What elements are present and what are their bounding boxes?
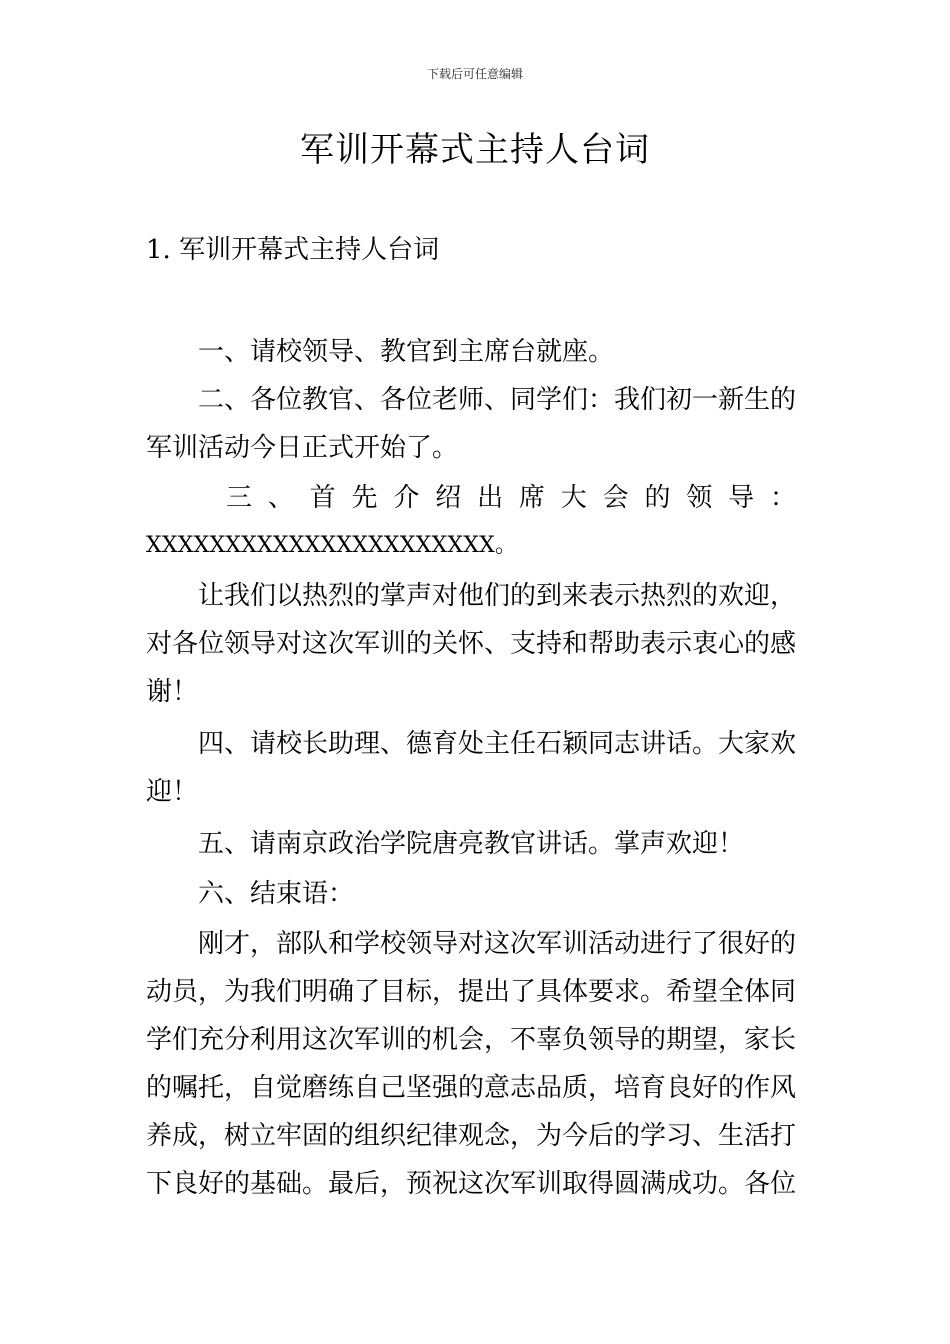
paragraph-5: 四、请校长助理、德育处主任石颖同志讲话。大家欢迎！ (146, 729, 797, 807)
paragraph-7: 六、结束语： (198, 879, 355, 909)
paragraph-6: 五、请南京政治学院唐亮教官讲话。掌声欢迎！ (198, 829, 745, 859)
paragraph-4: 让我们以热烈的掌声对他们的到来表示热烈的欢迎，对各位领导对这次军训的关怀、支持和帮助表示衷心的感谢！ (146, 581, 797, 707)
paragraph-8: 刚才，部队和学校领导对这次军训活动进行了很好的动员，为我们明确了目标，提出了具体要求。希望全体同学们充分利用这次军训的机会，不辜负领导的期望，家长的嘱托，自觉磨练自己坚强的意志品质，培育良好的作风养成，树立牢固的组织纪律观念，为今后的学习、生活打下良好的基础。最后，预祝这次军训取得圆满成功。各位 (146, 929, 797, 1199)
paragraph-3: 三、首先介绍出席大会的领导： (226, 483, 806, 513)
section-heading: 1. 军训开幕式主持人台词 (146, 235, 440, 265)
paragraph-2: 二、各位教官、各位老师、同学们：我们初一新生的军训活动今日正式开始了。 (146, 385, 797, 463)
header-note: 下载后可任意编辑 (426, 67, 523, 81)
paragraph-3-placeholder: XXXXXXXXXXXXXXXXXXXXXX。 (146, 533, 518, 558)
document-title: 军训开幕式主持人台词 (300, 130, 650, 170)
paragraph-1: 一、请校领导、教官到主席台就座。 (198, 337, 615, 367)
